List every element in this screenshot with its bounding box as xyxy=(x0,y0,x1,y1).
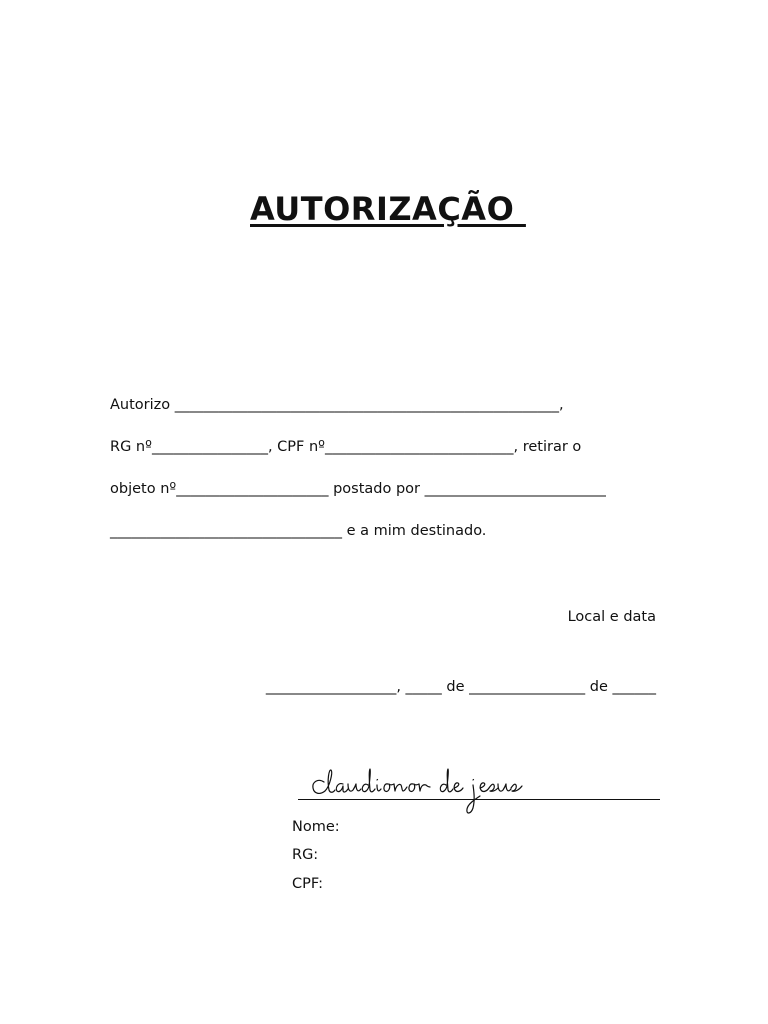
local-date-label: Local e data xyxy=(567,609,656,625)
rg-field-label: RG: xyxy=(292,847,319,863)
local-date-blank-line: __________________, _____ de ________________ de ______ xyxy=(265,679,656,695)
body-line-rg-cpf: RG nº________________, CPF nº__________________________, retirar o xyxy=(110,439,582,455)
body-line-authorize: Autorizo _____________________________________________________, xyxy=(110,397,564,413)
page-title: AUTORIZAÇÃO xyxy=(250,190,526,228)
handwritten-signature xyxy=(300,760,560,820)
body-line-destination: ________________________________ e a mim destinado. xyxy=(110,523,487,539)
cpf-field-label: CPF: xyxy=(292,876,323,892)
name-field-label: Nome: xyxy=(292,819,340,835)
body-line-object: objeto nº_____________________ postado por _________________________ xyxy=(110,481,606,497)
